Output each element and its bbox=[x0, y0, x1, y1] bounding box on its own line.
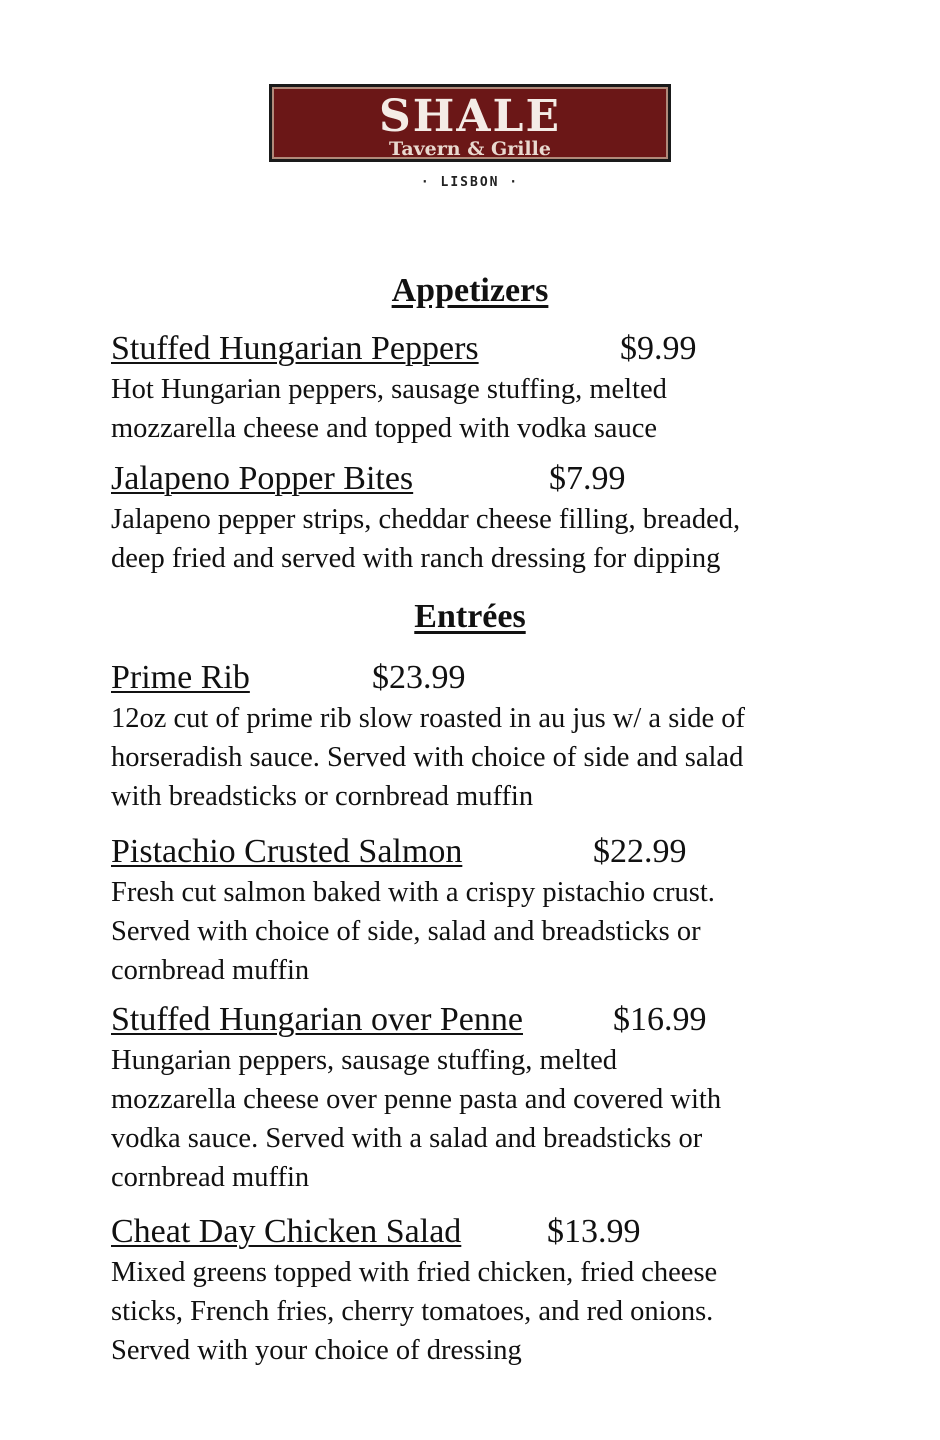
item-price: $9.99 bbox=[620, 330, 697, 367]
item-description bbox=[111, 500, 871, 578]
item-price: $16.99 bbox=[613, 1001, 707, 1038]
logo-name: SHALE bbox=[379, 91, 561, 142]
item-description bbox=[111, 1253, 871, 1370]
item-name: Stuffed Hungarian over Penne bbox=[111, 1001, 523, 1038]
menu-item bbox=[111, 1213, 871, 1370]
description-line: sticks, French fries, cherry tomatoes, and red onions. bbox=[111, 1296, 714, 1327]
menu-item bbox=[111, 1001, 871, 1197]
item-name: Prime Rib bbox=[111, 659, 250, 696]
description-line: Mixed greens topped with fried chicken, fried cheese bbox=[111, 1257, 718, 1288]
item-price: $7.99 bbox=[549, 460, 626, 497]
item-name: Jalapeno Popper Bites bbox=[111, 460, 414, 497]
item-name: Stuffed Hungarian Peppers bbox=[111, 330, 479, 367]
description-line: vodka sauce. Served with a salad and breadsticks or bbox=[111, 1123, 703, 1154]
item-description bbox=[111, 873, 871, 990]
description-line: deep fried and served with ranch dressing for dipping bbox=[111, 543, 721, 574]
section-title-appetizers: Appetizers bbox=[391, 272, 549, 309]
menu-item bbox=[111, 659, 871, 816]
section-title-entrees: Entrées bbox=[414, 598, 526, 635]
item-price: $22.99 bbox=[593, 833, 687, 870]
description-line: Hungarian peppers, sausage stuffing, melted bbox=[111, 1045, 618, 1076]
menu-item bbox=[111, 330, 871, 448]
restaurant-logo bbox=[0, 84, 940, 190]
description-line: with breadsticks or cornbread muffin bbox=[111, 781, 534, 812]
item-description bbox=[111, 370, 871, 448]
description-line: cornbread muffin bbox=[111, 1162, 310, 1193]
description-line: Jalapeno pepper strips, cheddar cheese filling, breaded, bbox=[111, 504, 741, 535]
item-description bbox=[111, 699, 871, 816]
description-line: cornbread muffin bbox=[111, 955, 310, 986]
logo-location: · LISBON · bbox=[420, 175, 520, 190]
description-line: horseradish sauce. Served with choice of side and salad bbox=[111, 742, 744, 773]
menu-item bbox=[111, 460, 871, 578]
logo-banner bbox=[269, 84, 671, 162]
description-line: Served with choice of side, salad and breadsticks or bbox=[111, 916, 701, 947]
item-description bbox=[111, 1041, 871, 1197]
logo-subtitle: Tavern & Grille bbox=[389, 138, 551, 160]
description-line: 12oz cut of prime rib slow roasted in au jus w/ a side of bbox=[111, 703, 745, 734]
description-line: Fresh cut salmon baked with a crispy pistachio crust. bbox=[111, 877, 715, 908]
description-line: mozzarella cheese and topped with vodka sauce bbox=[111, 413, 658, 444]
item-price: $23.99 bbox=[372, 659, 466, 696]
menu-item bbox=[111, 833, 871, 990]
description-line: Served with your choice of dressing bbox=[111, 1335, 522, 1366]
item-name: Cheat Day Chicken Salad bbox=[111, 1213, 462, 1250]
description-line: Hot Hungarian peppers, sausage stuffing, melted bbox=[111, 374, 667, 405]
description-line: mozzarella cheese over penne pasta and covered with bbox=[111, 1084, 722, 1115]
item-name: Pistachio Crusted Salmon bbox=[111, 833, 463, 870]
item-price: $13.99 bbox=[547, 1213, 641, 1250]
